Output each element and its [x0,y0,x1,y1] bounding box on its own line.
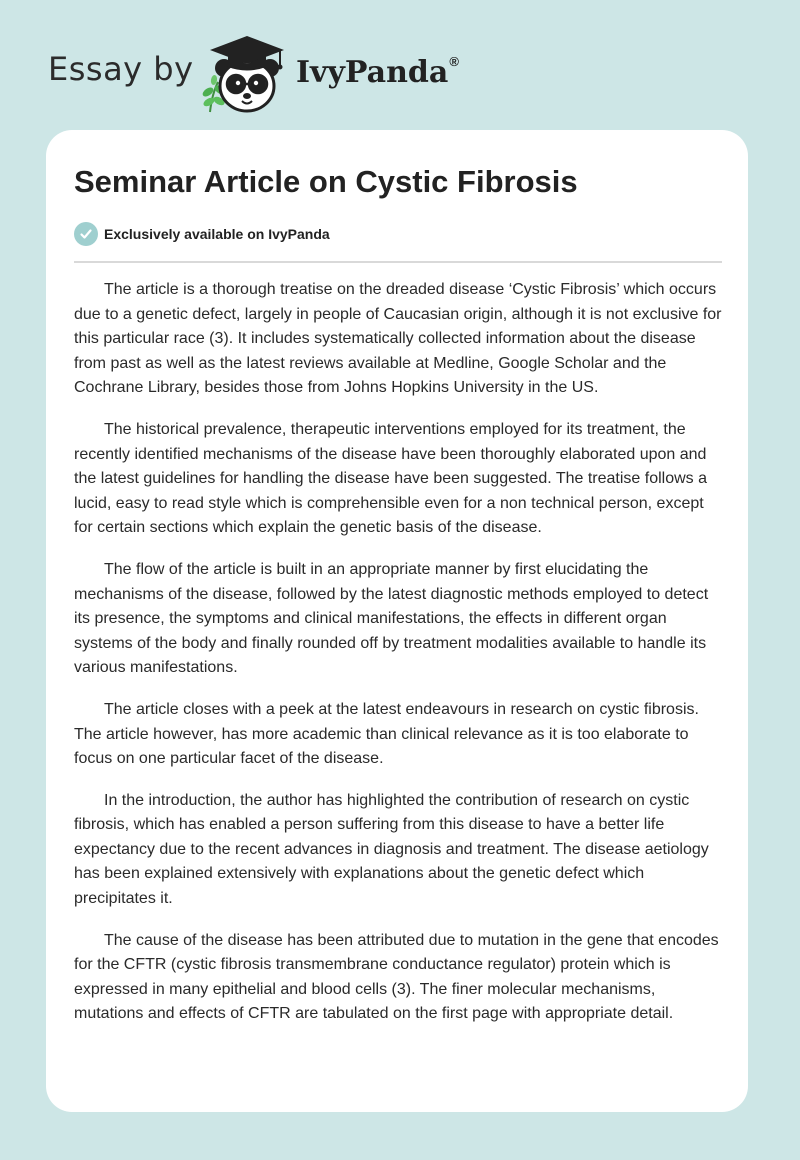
article-title: Seminar Article on Cystic Fibrosis [74,164,578,199]
registered-mark: ® [449,54,459,69]
divider [74,261,722,263]
paragraph: The article is a thorough treatise on the dreaded disease ‘Cystic Fibrosis’ which occurs due to a genetic defect, largely in people of Caucasian origin, although it is not exclusive for this particular race (3). It includes systematically collected information about the disease from past as well as the latest reviews available at Medline, Google Scholar and the Cochrane Library, besides those from Johns Hopkins University in the US. [74,281,722,397]
panda-logo-icon[interactable] [200,34,288,114]
essay-by-label: Essay by [48,50,194,88]
paragraph: The cause of the disease has been attributed due to mutation in the gene that encodes for the CFTR (cystic fibrosis transmembrane conductance regulator) protein which is expressed in many epithelial and blood cells (3). The finer molecular mechanisms, mutations and effects of CFTR are tabulated on the first page with appropriate detail. [74,931,719,1023]
brand-name[interactable] [296,54,459,90]
paragraph: The flow of the article is built in an appropriate manner by first elucidating the mechanisms of the disease, followed by the latest diagnostic methods employed to detect its presence, the symptoms and clinical manifestations, the effects in different organ systems of the body and finally rounded off by treatment modalities available to handle its various manifestations. [74,560,709,677]
paragraph: The article closes with a peek at the latest endeavours in research on cystic fibrosis. The article however, has more academic than clinical relevance as it is too elaborate to focus on one particular facet of the disease. [74,700,699,768]
paragraph: In the introduction, the author has highlighted the contribution of research on cystic fibrosis, which has enabled a person suffering from this disease to have a better life expectancy due to the recent advances in diagnosis and treatment. The disease aetiology has been explained extensively with explanations about the genetic defect which precipitates it. [74,791,709,908]
site-header [48,30,548,120]
exclusive-badge [74,222,330,246]
check-circle-icon [74,222,98,246]
brand-text: IvyPanda [296,55,449,90]
badge-label: Exclusively available on IvyPanda [104,226,330,242]
article-card [46,130,748,1112]
paragraph: The historical prevalence, therapeutic interventions employed for its treatment, the recently identified mechanisms of the disease have been thoroughly elaborated upon and the latest guidelines for handling the disease have been suggested. The treatise follows a lucid, easy to read style which is comprehensible even for a non technical person, except for certain sections which explain the genetic basis of the disease. [74,420,708,537]
article-body [74,278,726,1044]
